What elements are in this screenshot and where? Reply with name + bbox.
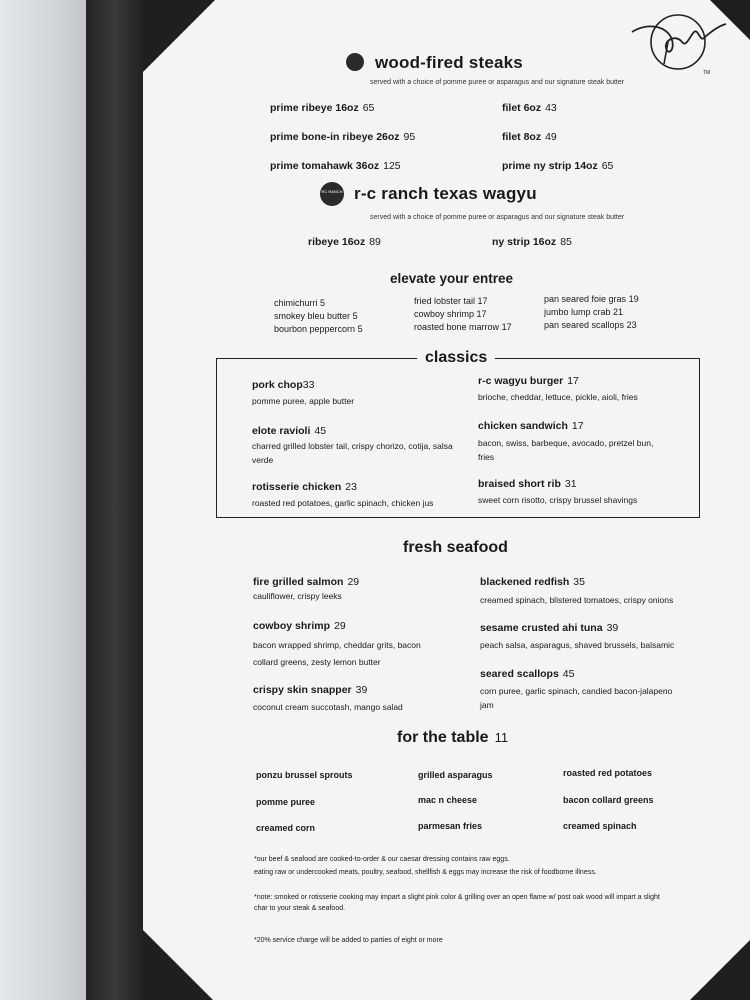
menu-item: pork chop33: [252, 379, 315, 391]
item-description: coconut cream succotash, mango salad: [253, 702, 403, 712]
item-description: sweet corn risotto, crispy brussel shavings: [478, 495, 638, 505]
menu-item: crispy skin snapper 39: [253, 684, 368, 696]
corner-holder-top-left: [143, 0, 215, 72]
section-title-wagyu: r-c ranch texas wagyu: [354, 184, 537, 203]
background-wall: [0, 0, 100, 1000]
addon-item: chimichurri 5: [274, 298, 326, 308]
menu-item: prime bone-in ribeye 26oz 95: [270, 131, 416, 143]
menu-item: braised short rib 31: [478, 478, 577, 490]
menu-item: blackened redfish 35: [480, 576, 585, 588]
menu-item: r-c wagyu burger 17: [478, 375, 579, 387]
addon-item: pan seared foie gras 19: [544, 294, 639, 304]
wagyu-subtitle: served with a choice of pomme puree or asparagus and our signature steak butter: [370, 214, 625, 221]
trademark-mark: TM: [703, 70, 711, 76]
side-item: ponzu brussel sprouts: [256, 770, 353, 780]
side-item: roasted red potatoes: [563, 768, 653, 778]
section-title-seafood: fresh seafood: [403, 539, 508, 556]
addon-item: jumbo lump crab 21: [544, 307, 624, 317]
menu-item: seared scallops 45: [480, 668, 575, 680]
item-description: roasted red potatoes, garlic spinach, chicken jus: [252, 498, 434, 508]
menu-item: chicken sandwich 17: [478, 420, 584, 432]
restaurant-logo: [628, 12, 728, 72]
item-description: cauliflower, crispy leeks: [253, 591, 342, 601]
side-item: pomme puree: [256, 797, 316, 807]
item-description: brioche, cheddar, lettuce, pickle, aioli, fries: [478, 392, 638, 402]
menu-item: prime ribeye 16oz 65: [270, 102, 375, 114]
steaks-subtitle: served with a choice of pomme puree or asparagus and our signature steak butter: [370, 79, 625, 86]
side-item: creamed corn: [256, 823, 316, 833]
corner-holder-bottom-left: [143, 930, 213, 1000]
side-item: grilled asparagus: [418, 770, 493, 780]
menu-item: ny strip 16oz 85: [492, 236, 572, 248]
side-item: mac n cheese: [418, 795, 478, 805]
corner-holder-bottom-right: [690, 940, 750, 1000]
allergy-note: eating raw or undercooked meats, poultry, seafood, shellfish & eggs may increase the risk of foodborne illness.: [254, 869, 597, 876]
item-description: charred grilled lobster tail, crispy chorizo, cotija, salsa verde: [252, 441, 453, 465]
menu-item: ribeye 16oz 89: [308, 236, 381, 248]
item-description: bacon wrapped shrimp, cheddar grits, bacon collard greens, zesty lemon butter: [253, 640, 421, 667]
item-description: peach salsa, asparagus, shaved brussels, balsamic: [480, 640, 675, 650]
menu-item: sesame crusted ahi tuna 39: [480, 622, 619, 634]
item-description: creamed spinach, blistered tomatoes, crispy onions: [480, 595, 674, 605]
menu-item: filet 8oz 49: [502, 131, 557, 143]
section-title-classics: classics: [417, 349, 495, 367]
cooking-note: *note: smoked or rotisserie cooking may impart a slight pink color & grilling over an open flame w/ post oak wood will impart a slight char to your steak & seafood.: [254, 894, 660, 912]
rc-ranch-badge-icon: RC RANCH: [320, 182, 344, 206]
addon-item: smokey bleu butter 5: [274, 311, 358, 321]
addon-item: cowboy shrimp 17: [414, 309, 487, 319]
menu-item: cowboy shrimp 29: [253, 620, 346, 632]
menu-item: fire grilled salmon 29: [253, 576, 360, 588]
menu-item: filet 6oz 43: [502, 102, 557, 114]
section-title-elevate: elevate your entree: [390, 271, 514, 286]
item-description: bacon, swiss, barbeque, avocado, pretzel bun, fries: [478, 438, 654, 462]
section-title-table: for the table 11: [397, 729, 509, 746]
menu-item: rotisserie chicken 23: [252, 481, 357, 493]
side-item: parmesan fries: [418, 821, 483, 831]
addon-item: roasted bone marrow 17: [414, 322, 512, 332]
allergy-note: *our beef & seafood are cooked-to-order & our caesar dressing contains raw eggs.: [254, 856, 510, 863]
menu-item: elote ravioli 45: [252, 425, 327, 437]
addon-item: fried lobster tail 17: [414, 296, 488, 306]
menu-item: prime ny strip 14oz 65: [502, 160, 614, 172]
menu-item: prime tomahawk 36oz 125: [270, 160, 401, 172]
service-charge-note: *20% service charge will be added to parties of eight or more: [254, 937, 443, 944]
addon-item: bourbon peppercorn 5: [274, 324, 363, 334]
side-item: bacon collard greens: [563, 795, 654, 805]
section-title-steaks: wood-fired steaks: [375, 53, 523, 72]
menu-cover-spine: [86, 0, 150, 1000]
side-item: creamed spinach: [563, 821, 637, 831]
item-description: pomme puree, apple butter: [252, 396, 355, 406]
addon-item: pan seared scallops 23: [544, 320, 637, 330]
item-description: corn puree, garlic spinach, candied bacon-jalapeno jam: [480, 686, 673, 710]
wood-fired-badge-icon: [346, 53, 364, 71]
